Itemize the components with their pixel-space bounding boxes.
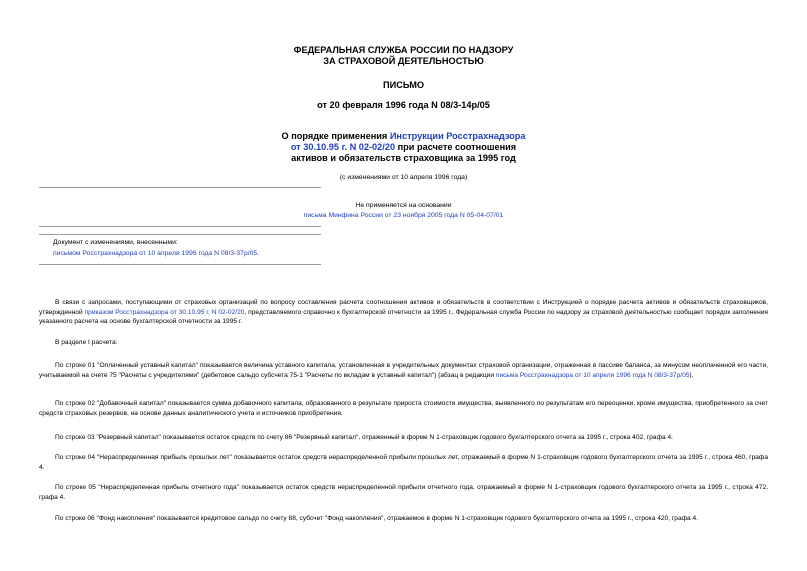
amendment-link[interactable]: письмом Росстрахнадзора от 10 апреля 1996 года N 08/3-37р/05. <box>53 250 260 257</box>
body-paragraph-4: По строке 02 "Добавочный капитал" показывается сумма добавочного капитала, образованного в результате прироста стоимости имущества, выявленного по результатам его переоценки, кроме имущества, приобретенного за счет средств страховых резервов, на основе данных аналитического учета и источников приобретения. <box>39 400 768 417</box>
body-paragraph-5: По строке 03 "Резервный капитал" показывается остаток средств по счету 86 "Резервный капитал", отраженный в форме N 1-страховщик годового бухгалтерского отчета за 1995 г., строка 402, графа 4. <box>55 434 673 441</box>
amendment-letter-link[interactable]: письма Росстрахнадзора от 10 апреля 1996 года N 08/3-37р/05 <box>495 371 690 379</box>
paragraph-text: ). <box>689 371 694 379</box>
divider <box>39 264 321 265</box>
body-paragraph-2: В разделе I расчета: <box>55 339 118 346</box>
divider <box>39 234 321 235</box>
body-paragraph-8: По строке 06 "Фонд накопления" показывается кредитовое сальдо по счету 88, субсчет "Фонд накопления", отражаемое в форме N 1-страховщик годового бухгалтерского отчета за 1995 г., строка 420, графа 4. <box>55 515 699 522</box>
divider <box>39 187 321 188</box>
subject-line-3: активов и обязательств страховщика за 1995 год <box>291 153 516 163</box>
subject-prefix: О порядке применения <box>281 131 390 141</box>
paragraph-text: , представляемого справочно к бухгалтерской отчетности за 1995 г., Федеральная служба России по надзору за страховой деятельностью сообщает порядок заполнения указанного расчета на основе бухгалтерской отчетности за 1995 г. <box>39 308 768 326</box>
body-paragraph-7: По строке 05 "Нераспределенная прибыль отчетного года" показывается остаток средств нераспределенной прибыли отчетного года, отражаемый в форме N 1-страховщик годового бухгалтерского отчета за 1995 г., строка 472, графа 4. <box>39 484 768 501</box>
agency-line-2: ЗА СТРАХОВОЙ ДЕЯТЕЛЬНОСТЬЮ <box>323 56 484 66</box>
document-date: от 20 февраля 1996 года N 08/3-14р/05 <box>317 100 490 110</box>
amendment-text: Документ с изменениями, внесенными: <box>53 239 178 246</box>
body-paragraph-3 <box>39 361 768 380</box>
paragraph-text: По строке 01 "Оплаченный уставный капитал" показывается величина уставного капитала, установленная в учредительных документах страховой организации, отраженная в пассиве баланса, за минусом неоплаченной его части, учитываемой на счете 75 "Расчеты с учредителями" (дебетовое сальдо субсчета 75-1 "Расчеты по вкладам в уставный капитал") (абзац в редакции <box>39 362 768 379</box>
body-paragraph-6: По строке 04 "Нераспределенная прибыль прошлых лет" показывается остаток средств нераспределенной прибыли прошлых лет, отражаемый в форме N 1-страховщик годового бухгалтерского отчета за 1995 г., строка 460, графа 4. <box>39 454 768 471</box>
subject-line-1 <box>0 131 807 142</box>
instruction-link[interactable]: Инструкции Росстрахнадзора <box>389 131 526 141</box>
divider <box>39 226 321 227</box>
subject-rest: при расчете соотношения <box>395 142 517 152</box>
document-type: ПИСЬМО <box>382 80 425 90</box>
body-paragraph-1 <box>39 298 768 327</box>
changes-note: (с изменениями от 10 апреля 1996 года) <box>339 174 468 181</box>
not-applied-text: Не применяется на основании <box>355 202 452 209</box>
paragraph-text: В связи с запросами, поступающими от страховых организаций по вопросу составления расчета соотношения активов и обязательств в соответствии с Инструкцией о порядке расчета активов и обязательств страховщиков, утвержденной <box>39 299 768 316</box>
instruction-date-link[interactable]: от 30.10.95 г. N 02-02/20 <box>290 142 396 152</box>
order-link[interactable]: приказом Росстрахнадзора от 30.10.95 г. N 02-02/20 <box>84 308 245 316</box>
agency-line-1: ФЕДЕРАЛЬНАЯ СЛУЖБА РОССИИ ПО НАДЗОРУ <box>293 45 514 55</box>
not-applied-link[interactable]: письма Минфина России от 23 ноября 2005 года N 05-04-07/01 <box>303 212 504 219</box>
subject-line-2 <box>0 142 807 153</box>
